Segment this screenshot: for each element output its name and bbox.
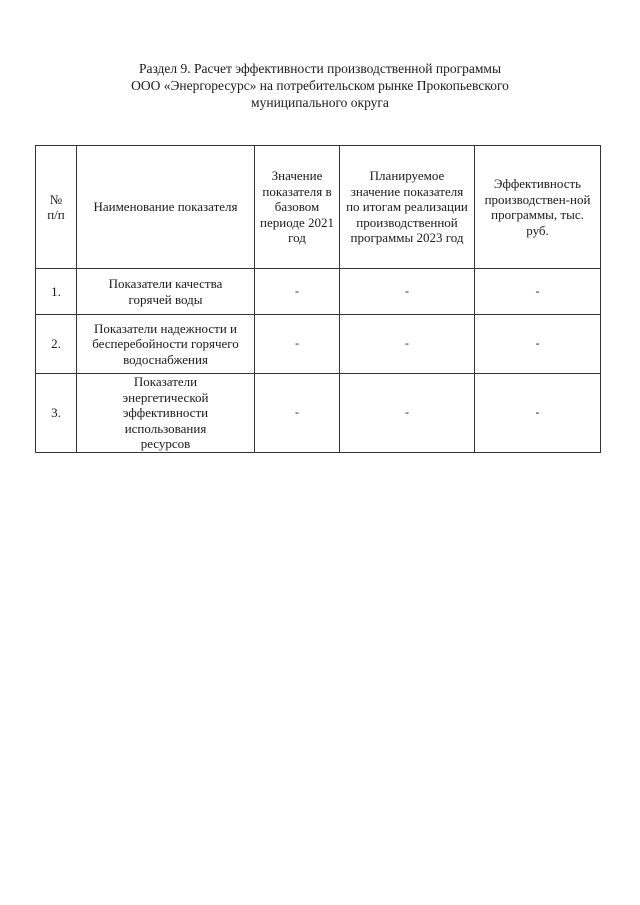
table-row [36,269,601,315]
efficiency-table [35,145,601,453]
header-number: № п/п [36,146,77,269]
row-indicator-name: Показатели качества горячей воды [77,269,255,315]
section-title [60,60,580,111]
row-number: 2. [36,315,77,374]
table-header-row [36,146,601,269]
row-number: 1. [36,269,77,315]
row-number: 3. [36,374,77,453]
row-efficiency: - [475,374,601,453]
section-title-line-1: Раздел 9. Расчет эффективности производственной программы [138,61,502,76]
header-base-value: Значение показателя в базовом периоде 2021 год [255,146,340,269]
row-planned-value: - [340,269,475,315]
header-planned-value: Планируемое значение показателя по итогам реализации производственной программы 2023 год [340,146,475,269]
header-efficiency: Эффективность производствен-ной программы, тыс. руб. [475,146,601,269]
table-row [36,374,601,453]
table-row [36,315,601,374]
row-planned-value: - [340,374,475,453]
row-base-value: - [255,315,340,374]
row-indicator-name: Показатели надежности и бесперебойности горячего водоснабжения [77,315,255,374]
row-base-value: - [255,269,340,315]
row-efficiency: - [475,315,601,374]
section-title-line-3: муниципального округа [251,95,389,110]
row-planned-value: - [340,315,475,374]
section-title-line-2: ООО «Энергоресурс» на потребительском рынке Прокопьевского [131,78,509,93]
row-efficiency: - [475,269,601,315]
header-indicator-name: Наименование показателя [77,146,255,269]
row-indicator-name: Показатели энергетической эффективности использования ресурсов [77,374,255,453]
row-base-value: - [255,374,340,453]
